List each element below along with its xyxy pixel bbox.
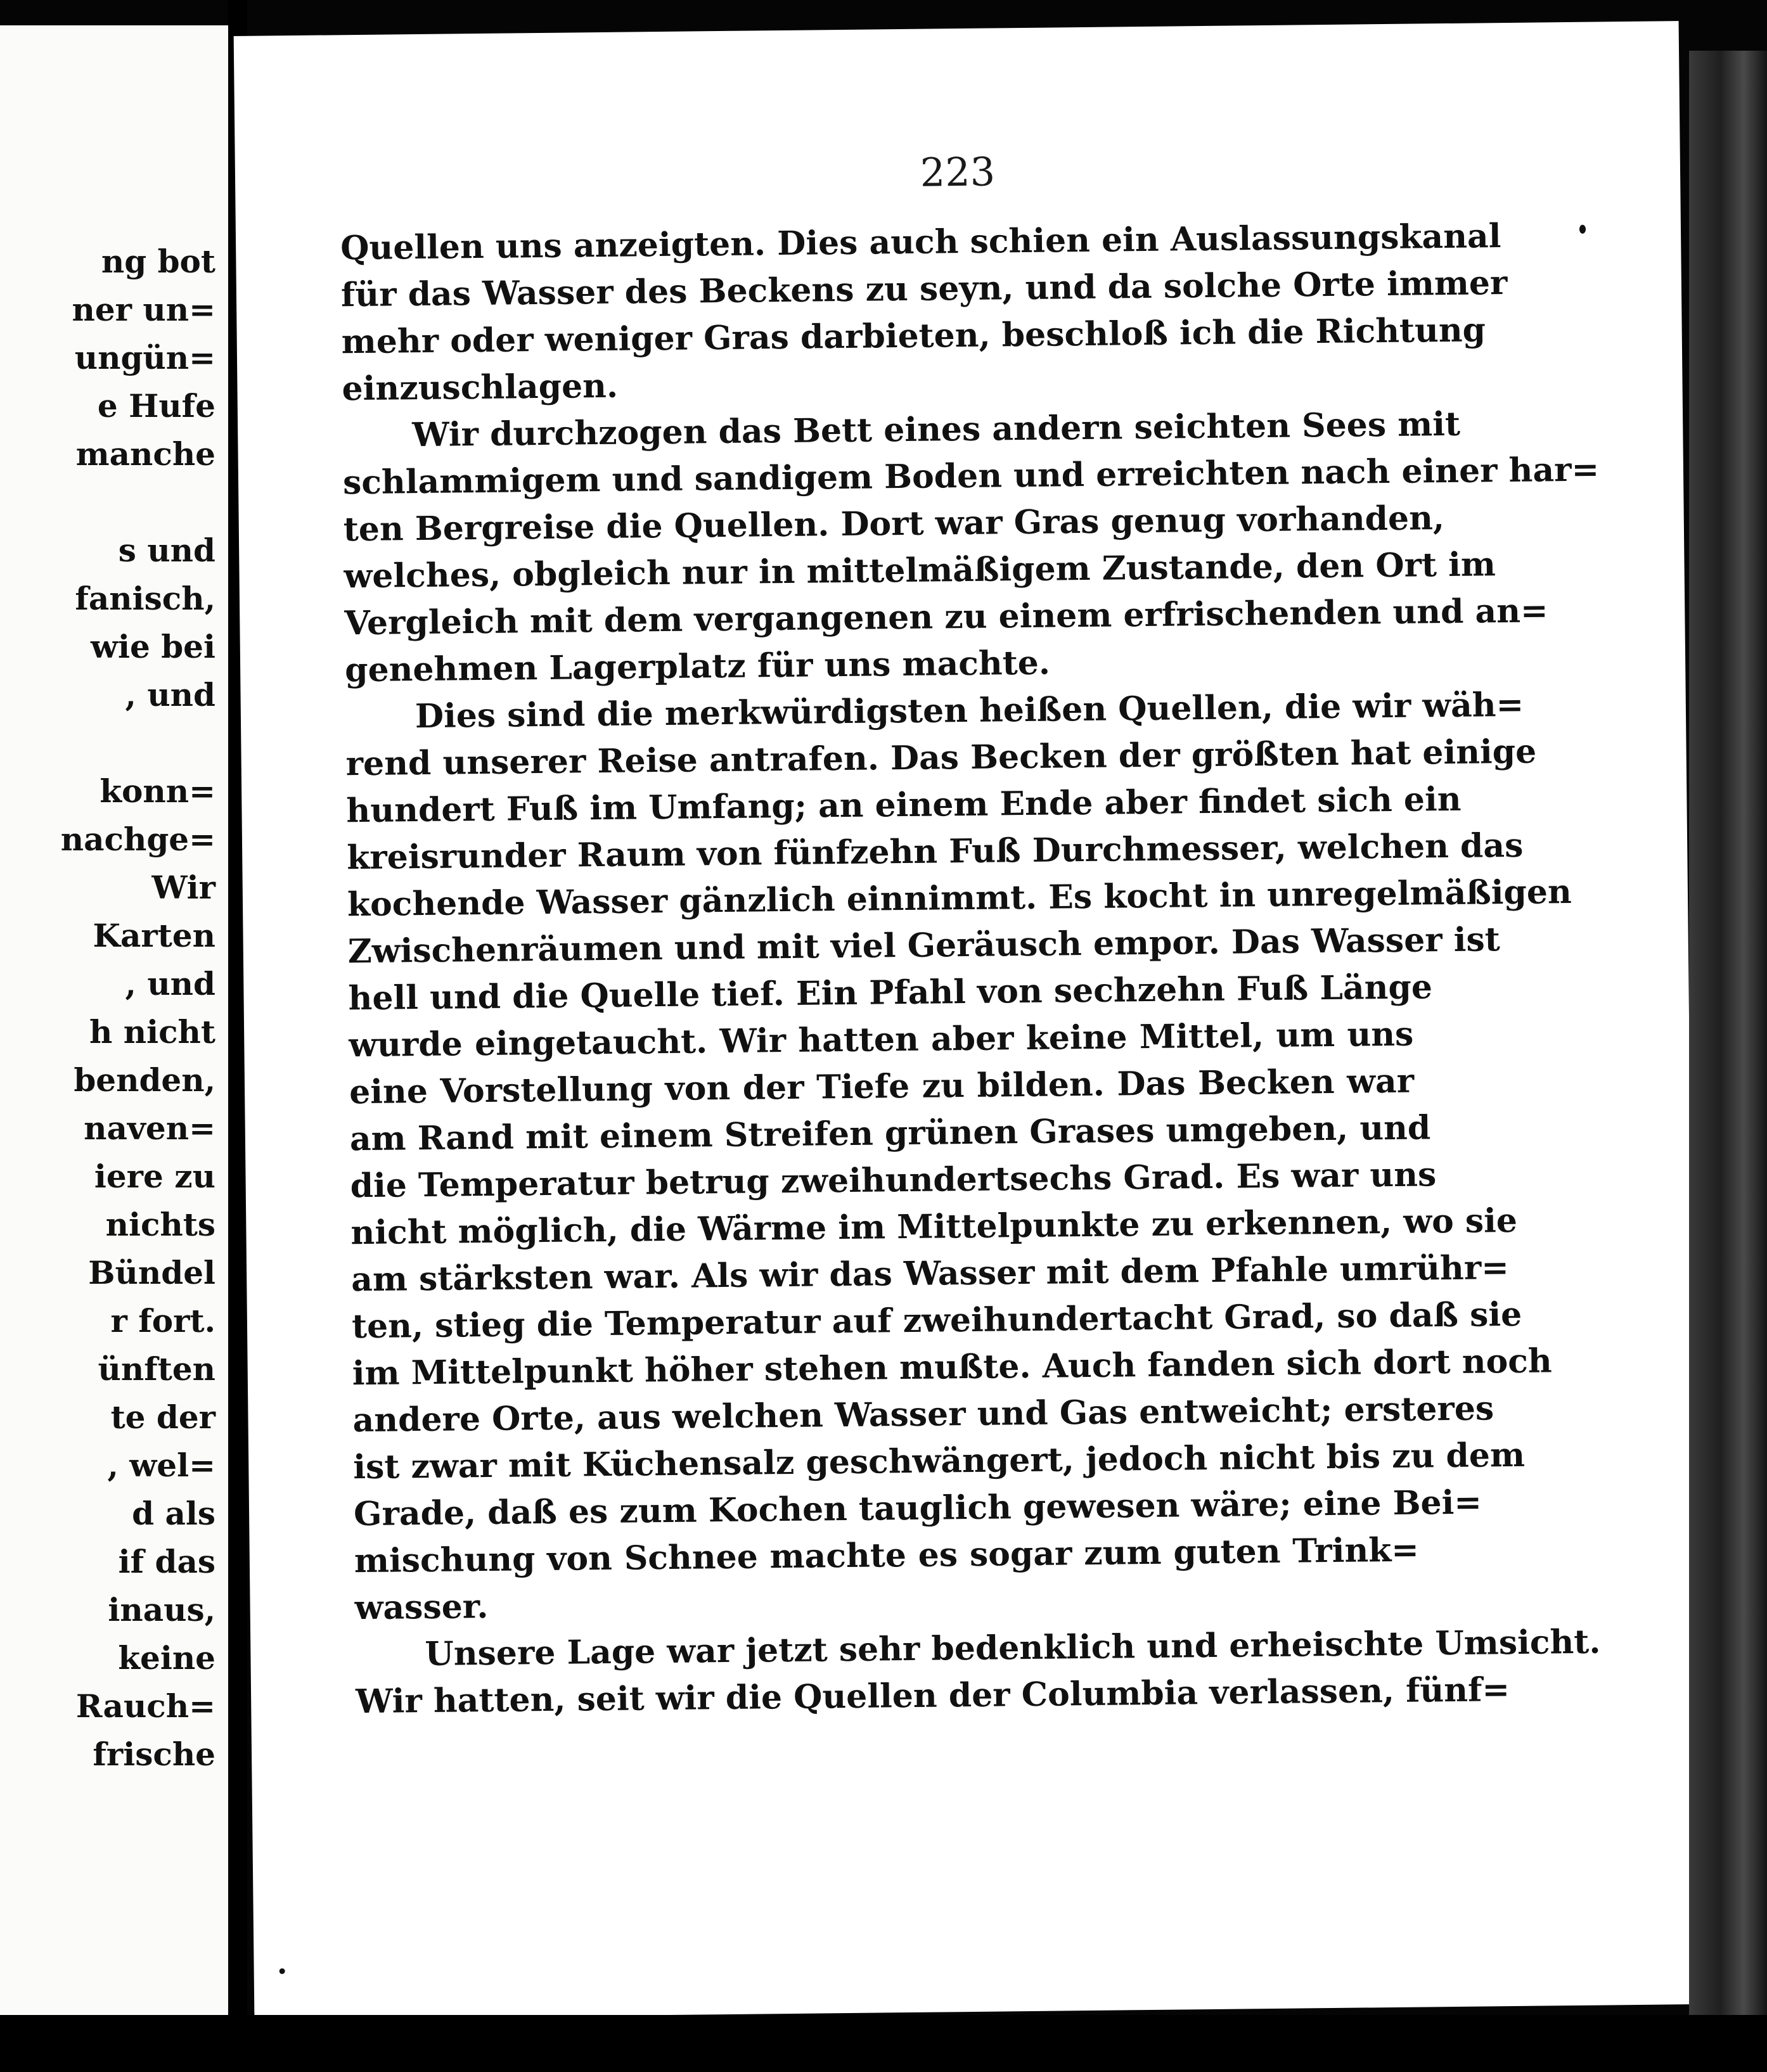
text-line: ten, stieg die Temperatur auf zweihundertacht Grad, so daß sie [351,1295,1522,1346]
page-number: 223 [920,148,996,196]
text-line: mischung von Schnee machte es sogar zum guten Trink= [354,1530,1420,1581]
facing-page-line: ungün= [74,339,215,376]
text-line: Wir hatten, seit wir die Quellen der Columbia verlassen, fünf= [355,1670,1510,1722]
text-line: die Temperatur betrug zweihundertsechs Grad. Es war uns [350,1155,1437,1206]
facing-page-line: frische [93,1736,215,1773]
facing-page-line: te der [110,1398,215,1436]
facing-page-line: naven= [84,1110,215,1147]
facing-page-line: Rauch= [75,1687,215,1725]
text-line: kreisrunder Raum von fünfzehn Fuß Durchmesser, welchen das [346,826,1524,878]
text-line: genehmen Lagerplatz für uns machte. [344,643,1051,690]
text-line: hundert Fuß im Umfang; an einem Ende aber findet sich ein [346,779,1462,831]
facing-page-line: manche [75,435,215,473]
facing-page-line: ünften [98,1350,215,1388]
text-line: wasser. [354,1587,489,1628]
facing-page-line: h nicht [89,1013,215,1051]
facing-page-line: , wel= [107,1447,215,1484]
text-line: schlammigem und sandigem Boden und erreichten nach einer har= [342,450,1600,502]
text-line: kochende Wasser gänzlich einnimmt. Es kocht in unregelmäßigen [347,872,1572,924]
text-line: rend unserer Reise antrafen. Das Becken der größten hat einige [345,732,1537,784]
facing-page-line: konn= [100,772,215,810]
ink-speck [280,1968,285,1974]
facing-page-line: , und [125,965,215,1002]
text-line: Quellen uns anzeigten. Dies auch schien ein Auslassungskanal [340,217,1501,268]
text-line: am stärksten war. Als wir das Wasser mit dem Pfahle umrühr= [350,1248,1510,1300]
paragraph [340,214,1508,413]
text-line: mehr oder weniger Gras darbieten, beschloß ich die Richtung [341,310,1486,362]
facing-page-line: iere zu [94,1158,215,1195]
facing-page-line: ner un= [72,291,215,328]
text-line: am Rand mit einem Streifen grünen Grases umgeben, und [349,1108,1431,1159]
facing-page-left [0,25,228,2015]
body-text [340,214,1601,1725]
facing-page-line: if das [118,1543,215,1580]
facing-page-line: , und [125,676,215,713]
text-line: nicht möglich, die Wärme im Mittelpunkte zu erkennen, wo sie [350,1201,1518,1253]
book-page-edges [1689,51,1767,2021]
facing-page-line: d als [132,1495,215,1532]
text-line: Zwischenräumen und mit viel Geräusch empor. Das Wasser ist [347,920,1501,971]
facing-page-line: r fort. [110,1302,215,1340]
text-line: einzuschlagen. [342,366,619,409]
facing-page-line: inaus, [108,1591,215,1628]
paragraph [342,402,1600,694]
facing-page-line: Wir [151,869,215,906]
facing-page-line: fanisch, [75,580,215,617]
text-line: eine Vorstellung von der Tiefe zu bilden. Das Becken war [349,1061,1415,1112]
text-line: ten Bergreise die Quellen. Dort war Gras genug vorhanden, [343,499,1445,549]
text-line: welches, obgleich nur in mittelmäßigem Zustande, den Ort im [344,545,1496,596]
paragraph [355,1621,1601,1726]
text-line: im Mittelpunkt höher stehen mußte. Auch fanden sich dort noch [352,1341,1552,1393]
facing-page-line: nachge= [60,821,215,858]
text-line: Grade, daß es zum Kochen tauglich gewesen wäre; eine Bei= [353,1483,1482,1534]
text-line: Vergleich mit dem vergangenen zu einem erfrischenden und an= [344,591,1548,643]
text-line: für das Wasser des Beckens zu seyn, und da solche Orte immer [340,264,1508,315]
text-line: Dies sind die merkwürdigsten heißen Quellen, die wir wäh= [414,685,1524,736]
facing-page-line: wie bei [90,628,215,665]
page-223 [234,21,1700,2019]
text-line: andere Orte, aus welchen Wasser und Gas entweicht; ersteres [352,1389,1494,1440]
paragraph [345,683,1572,1632]
facing-page-line: Bündel [88,1254,215,1291]
text-line: wurde eingetaucht. Wir hatten aber keine Mittel, um uns [349,1014,1414,1065]
facing-page-line: keine [118,1639,215,1677]
text-line: ist zwar mit Küchensalz geschwängert, jedoch nicht bis zu dem [353,1435,1526,1487]
text-line: Wir durchzogen das Bett eines andern seichten Sees mit [411,404,1461,455]
text-line: Unsere Lage war jetzt sehr bedenklich und erheischte Umsicht. [425,1622,1601,1674]
facing-page-text [0,238,215,1779]
text-line: hell und die Quelle tief. Ein Pfahl von sechzehn Fuß Länge [348,968,1433,1018]
scan-border-bottom [0,2015,1767,2072]
facing-page-line: ng bot [101,243,215,280]
facing-page-line: s und [118,532,215,569]
facing-page-line: e Hufe [97,387,215,425]
facing-page-line: benden, [74,1061,215,1099]
facing-page-line: Karten [93,917,215,954]
facing-page-line [0,719,215,767]
facing-page-line: nichts [105,1206,215,1243]
ink-speck [1579,225,1586,234]
facing-page-line [0,478,215,527]
